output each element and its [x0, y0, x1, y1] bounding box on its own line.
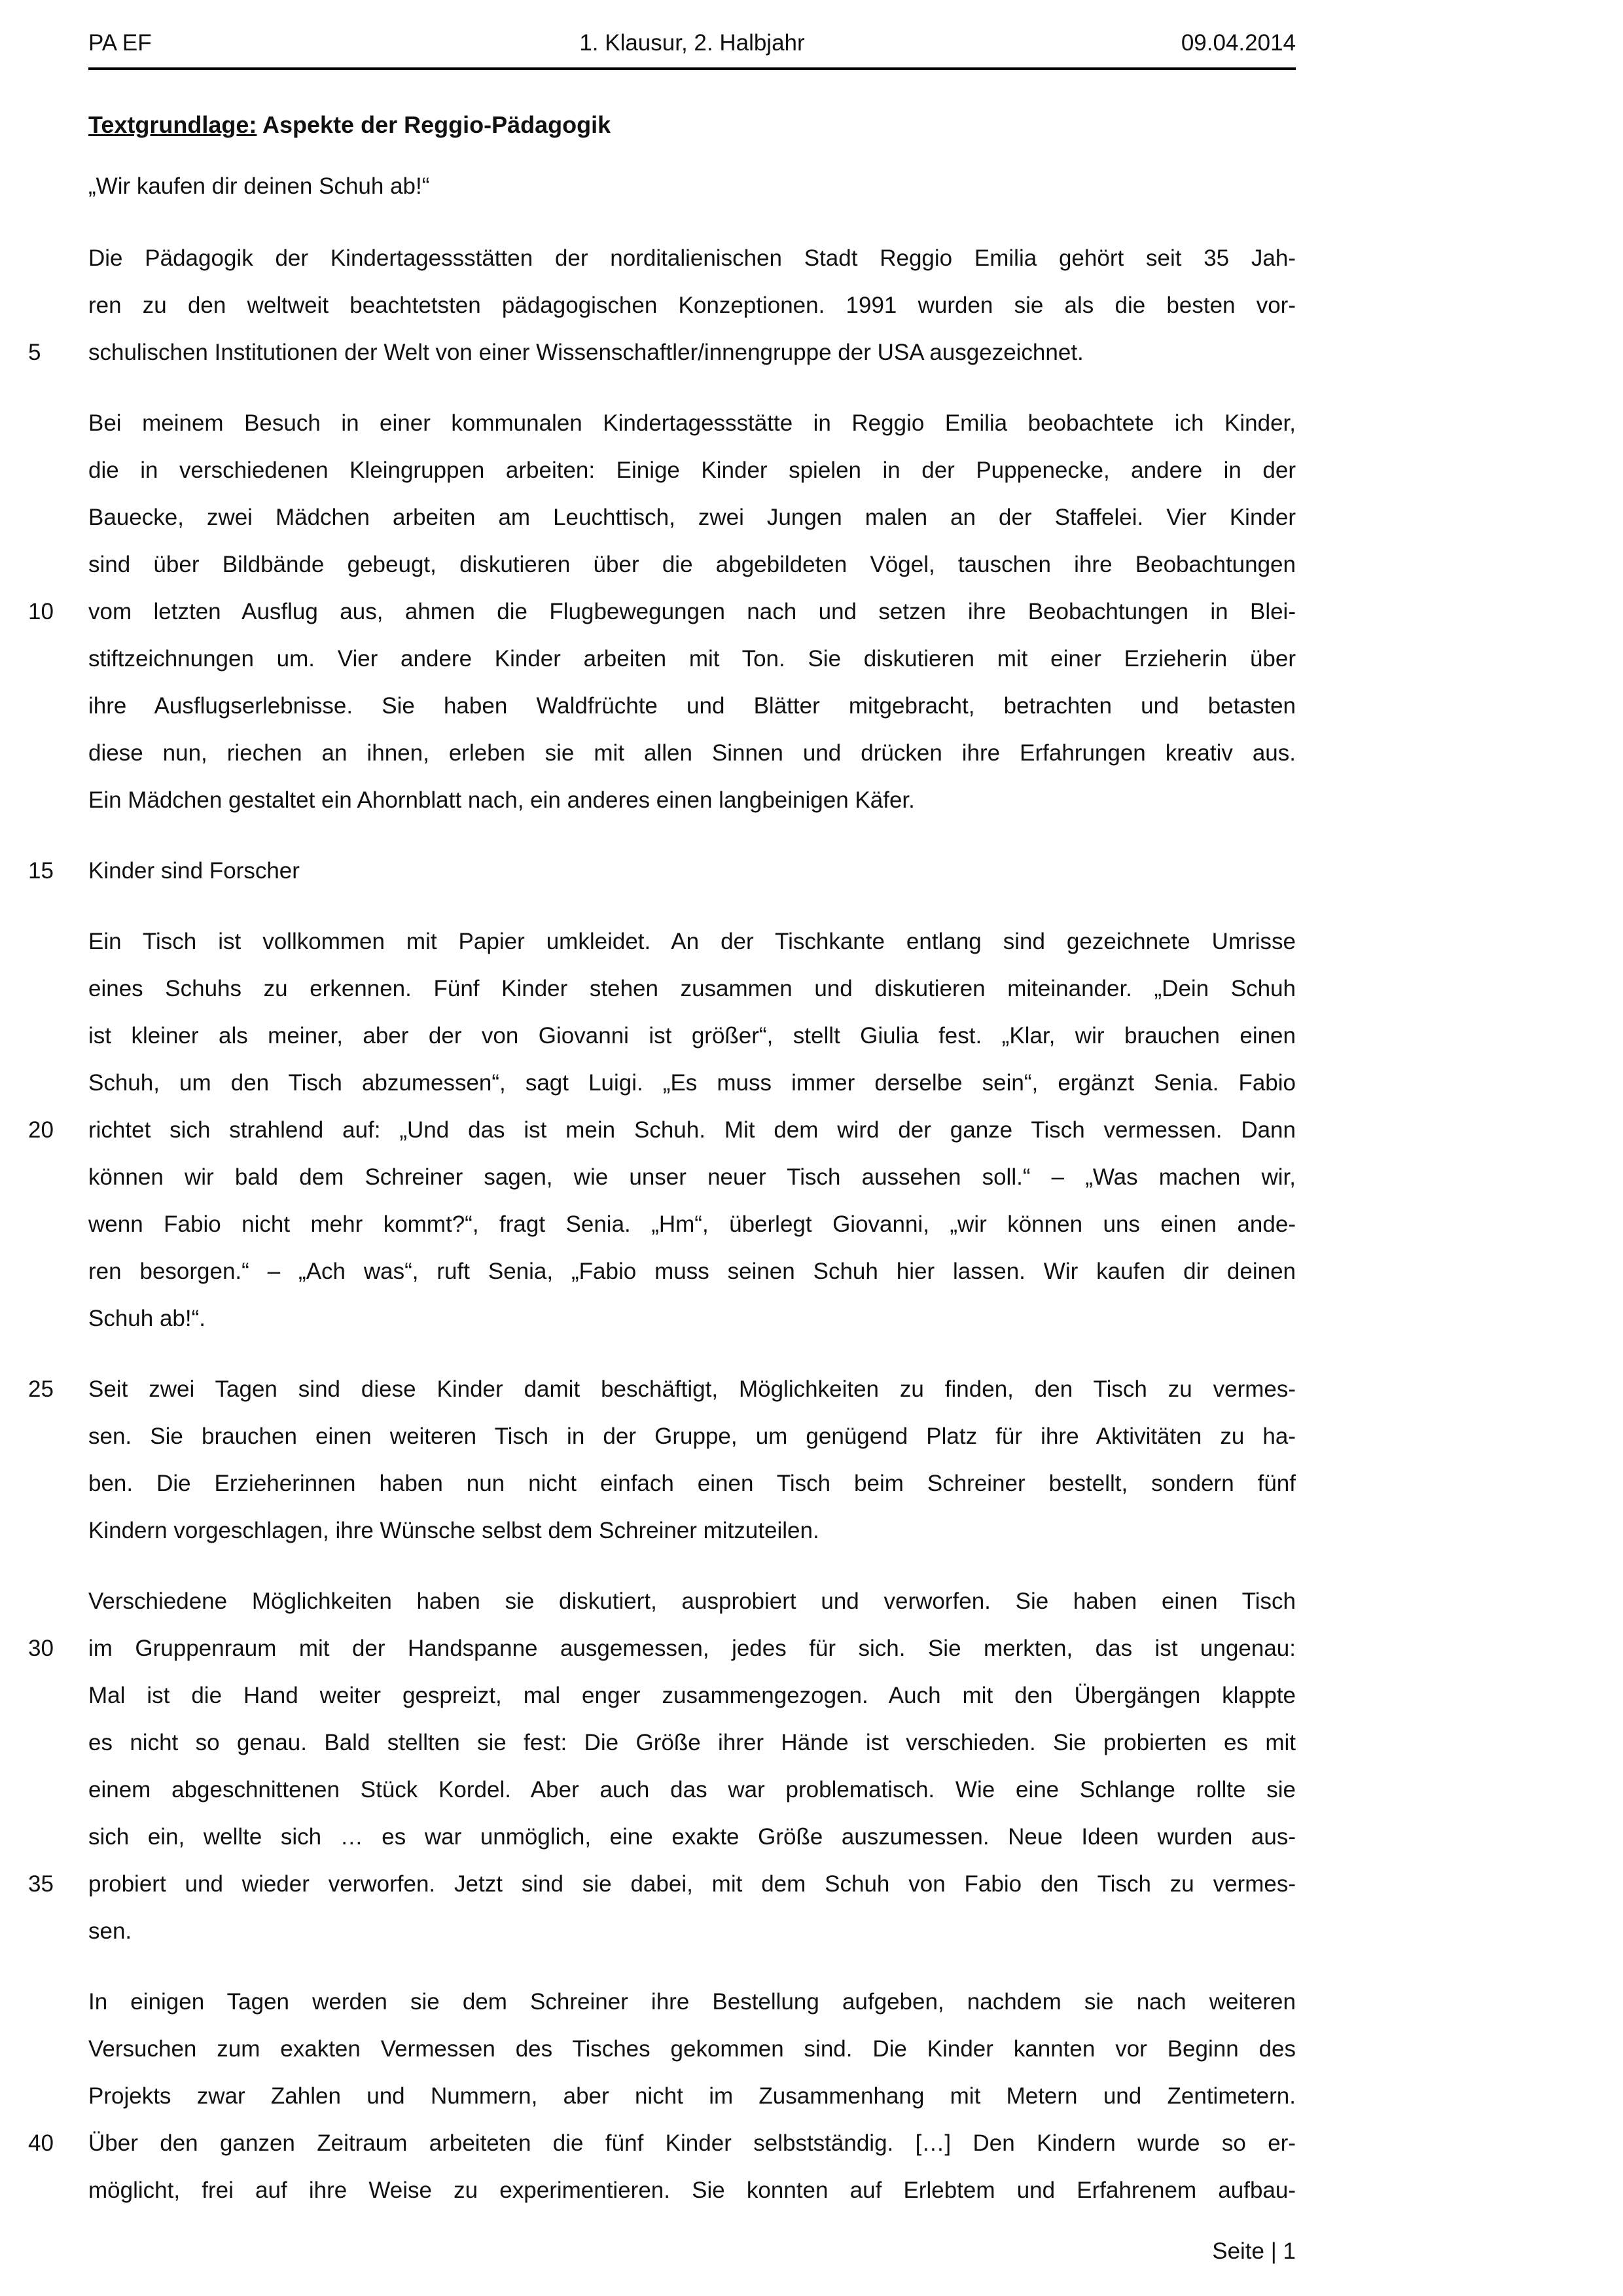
line-number: 40 [28, 2130, 54, 2156]
text-line [88, 447, 1296, 494]
line-text: die in verschiedenen Kleingruppen arbeiten: Einige Kinder spielen in der Puppenecke, andere in der [88, 457, 1296, 483]
line-text: schulischen Institutionen der Welt von einer Wissenschaftler/innengruppe der USA ausgezeichnet. [88, 340, 1084, 365]
text-line [88, 1413, 1296, 1460]
line-text: Über den ganzen Zeitraum arbeiteten die fünf Kinder selbstständig. […] Den Kindern wurde so er- [88, 2130, 1296, 2156]
line-text: stiftzeichnungen um. Vier andere Kinder arbeiten mit Ton. Sie diskutieren mit einer Erzieherin über [88, 646, 1296, 672]
line-number: 30 [28, 1636, 54, 1661]
paragraph [28, 235, 1296, 376]
line-text: ren zu den weltweit beachtetsten pädagogischen Konzeptionen. 1991 wurden sie als die besten vor- [88, 293, 1296, 318]
text-line [88, 1295, 1296, 1342]
line-text: Versuchen zum exakten Vermessen des Tisches gekommen sind. Die Kinder kannten vor Beginn des [88, 2036, 1296, 2062]
paragraph [28, 1578, 1296, 1955]
text-line [88, 1979, 1296, 2026]
text-line [88, 1767, 1296, 1814]
text-line [88, 1060, 1296, 1107]
text-line [28, 848, 1296, 895]
text-line [88, 2073, 1296, 2120]
line-text: sen. [88, 1918, 132, 1944]
line-text: Kinder sind Forscher [88, 858, 300, 884]
text-line [88, 541, 1296, 588]
header-course-label: PA EF [88, 30, 152, 56]
text-line [88, 683, 1296, 730]
line-text: Bauecke, zwei Mädchen arbeiten am Leuchttisch, zwei Jungen malen an der Staffelei. Vier Kinder [88, 505, 1296, 530]
paragraph [28, 400, 1296, 824]
line-text: Schuh, um den Tisch abzumessen“, sagt Luigi. „Es muss immer derselbe sein“, ergänzt Senia. Fabio [88, 1070, 1296, 1096]
line-text: Mal ist die Hand weiter gespreizt, mal enger zusammengezogen. Auch mit den Übergängen klappte [88, 1683, 1296, 1708]
line-text: es nicht so genau. Bald stellten sie fest: Die Größe ihrer Hände ist verschieden. Sie probierten es mit [88, 1730, 1296, 1755]
line-text: Kindern vorgeschlagen, ihre Wünsche selbst dem Schreiner mitzuteilen. [88, 1518, 819, 1543]
line-text: eines Schuhs zu erkennen. Fünf Kinder stehen zusammen und diskutieren miteinander. „Dein Schuh [88, 976, 1296, 1001]
line-text: im Gruppenraum mit der Handspanne ausgemessen, jedes für sich. Sie merkten, das ist ungenau: [88, 1636, 1296, 1661]
line-text: Verschiedene Möglichkeiten haben sie diskutiert, ausprobiert und verworfen. Sie haben einen Tisch [88, 1588, 1296, 1614]
text-line [88, 777, 1296, 824]
header-date: 09.04.2014 [1181, 30, 1296, 56]
text-line [28, 1625, 1296, 1672]
line-text: Bei meinem Besuch in einer kommunalen Kindertagessstätte in Reggio Emilia beobachtete ich Kinder, [88, 410, 1296, 436]
text-line [88, 1719, 1296, 1767]
line-number: 25 [28, 1376, 54, 1402]
line-number: 10 [28, 599, 54, 624]
text-line [88, 282, 1296, 329]
page-number: Seite | 1 [1212, 2238, 1296, 2264]
text-line [28, 588, 1296, 636]
document-subtitle: „Wir kaufen dir deinen Schuh ab!“ [88, 173, 430, 199]
line-text: Ein Mädchen gestaltet ein Ahornblatt nach, ein anderes einen langbeinigen Käfer. [88, 787, 915, 813]
line-text: können wir bald dem Schreiner sagen, wie unser neuer Tisch aussehen soll.“ – „Was machen wir, [88, 1164, 1296, 1190]
text-line [88, 1814, 1296, 1861]
line-text: ben. Die Erzieherinnen haben nun nicht einfach einen Tisch beim Schreiner bestellt, sondern fünf [88, 1471, 1296, 1496]
line-text: probiert und wieder verworfen. Jetzt sind sie dabei, mit dem Schuh von Fabio den Tisch zu vermes- [88, 1871, 1296, 1897]
text-line [88, 1154, 1296, 1201]
body-text [28, 235, 1296, 2214]
header-exam-title: 1. Klausur, 2. Halbjahr [579, 30, 805, 56]
text-line [88, 1672, 1296, 1719]
text-line [88, 1248, 1296, 1295]
line-text: ist kleiner als meiner, aber der von Giovanni ist größer“, stellt Giulia fest. „Klar, wir brauchen einen [88, 1023, 1296, 1049]
page-footer [88, 2237, 1296, 2266]
paragraph [28, 1979, 1296, 2214]
page-header [88, 29, 1296, 70]
line-text: Seit zwei Tagen sind diese Kinder damit beschäftigt, Möglichkeiten zu finden, den Tisch zu vermes- [88, 1376, 1296, 1402]
text-line [88, 1013, 1296, 1060]
line-text: Ein Tisch ist vollkommen mit Papier umkleidet. An der Tischkante entlang sind gezeichnete Umrisse [88, 929, 1296, 954]
text-line [28, 1107, 1296, 1154]
line-text: ren besorgen.“ – „Ach was“, ruft Senia, „Fabio muss seinen Schuh hier lassen. Wir kaufen dir deinen [88, 1259, 1296, 1284]
text-line [88, 235, 1296, 282]
text-line [28, 329, 1296, 376]
line-text: diese nun, riechen an ihnen, erleben sie mit allen Sinnen und drücken ihre Erfahrungen kreativ aus. [88, 740, 1296, 766]
line-number: 20 [28, 1117, 54, 1143]
text-line [28, 1366, 1296, 1413]
text-line [88, 1578, 1296, 1625]
line-text: möglicht, frei auf ihre Weise zu experimentieren. Sie konnten auf Erlebtem und Erfahrenem aufbau- [88, 2178, 1296, 2203]
line-text: Schuh ab!“. [88, 1306, 205, 1331]
text-line [28, 1861, 1296, 1908]
text-line [88, 494, 1296, 541]
page-content [28, 0, 1296, 2214]
text-line [88, 1201, 1296, 1248]
paragraph [28, 848, 1296, 895]
text-line [88, 965, 1296, 1013]
text-line [88, 1507, 1296, 1554]
text-line [88, 730, 1296, 777]
paragraph [28, 1366, 1296, 1554]
text-line [88, 400, 1296, 447]
line-text: Die Pädagogik der Kindertagessstätten der norditalienischen Stadt Reggio Emilia gehört seit 35 Jah- [88, 245, 1296, 271]
text-line [88, 1908, 1296, 1955]
document-title [88, 111, 1296, 139]
text-line [88, 2167, 1296, 2214]
line-text: vom letzten Ausflug aus, ahmen die Flugbewegungen nach und setzen ihre Beobachtungen in Blei- [88, 599, 1296, 624]
text-line [28, 2120, 1296, 2167]
line-number: 35 [28, 1871, 54, 1897]
line-text: sich ein, wellte sich … es war unmöglich, eine exakte Größe auszumessen. Neue Ideen wurden aus- [88, 1824, 1296, 1850]
line-text: sind über Bildbände gebeugt, diskutieren über die abgebildeten Vögel, tauschen ihre Beobachtungen [88, 552, 1296, 577]
title-rest: Aspekte der Reggio-Pädagogik [257, 111, 611, 138]
line-text: einem abgeschnittenen Stück Kordel. Aber auch das war problematisch. Wie eine Schlange rollte sie [88, 1777, 1296, 1803]
line-text: ihre Ausflugserlebnisse. Sie haben Waldfrüchte und Blätter mitgebracht, betrachten und betasten [88, 693, 1296, 719]
line-text: In einigen Tagen werden sie dem Schreiner ihre Bestellung aufgeben, nachdem sie nach weiteren [88, 1989, 1296, 2015]
text-line [88, 2026, 1296, 2073]
title-label: Textgrundlage: [88, 111, 257, 138]
line-text: wenn Fabio nicht mehr kommt?“, fragt Senia. „Hm“, überlegt Giovanni, „wir können uns einen ande- [88, 1211, 1296, 1237]
line-text: sen. Sie brauchen einen weiteren Tisch in der Gruppe, um genügend Platz für ihre Aktivitäten zu ha- [88, 1424, 1296, 1449]
paragraph [28, 918, 1296, 1342]
line-number: 15 [28, 858, 54, 884]
line-text: richtet sich strahlend auf: „Und das ist mein Schuh. Mit dem wird der ganze Tisch vermessen. Dann [88, 1117, 1296, 1143]
text-line [88, 918, 1296, 965]
line-number: 5 [28, 340, 41, 365]
text-line [88, 636, 1296, 683]
text-line [88, 1460, 1296, 1507]
line-text: Projekts zwar Zahlen und Nummern, aber nicht im Zusammenhang mit Metern und Zentimetern. [88, 2083, 1296, 2109]
